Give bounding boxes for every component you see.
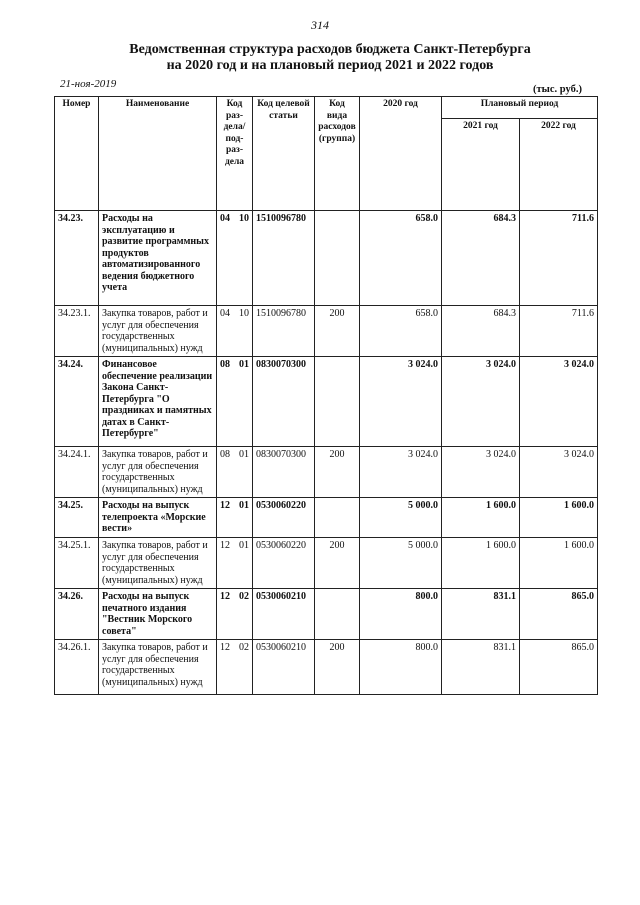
row-article-code: 0530060220 — [253, 538, 315, 589]
row-name: Закупка товаров, работ и услуг для обеспечения государственных (муниципальных) нужд — [99, 538, 217, 589]
row-subsection-code: 01 — [234, 498, 253, 538]
header-article: Код целевой статьи — [253, 97, 315, 211]
document-title — [100, 42, 560, 74]
row-expense-type — [315, 589, 360, 640]
row-amount-2021: 684.3 — [442, 306, 520, 357]
table-body — [55, 211, 598, 695]
row-amount-2020: 658.0 — [360, 306, 442, 357]
row-number: 34.26. — [55, 589, 99, 640]
table-row — [55, 498, 598, 538]
row-number: 34.26.1. — [55, 640, 99, 695]
table-row — [55, 640, 598, 695]
row-expense-type: 200 — [315, 538, 360, 589]
row-name: Закупка товаров, работ и услуг для обеспечения государственных (муниципальных) нужд — [99, 447, 217, 498]
row-section-code: 08 — [217, 357, 234, 447]
row-name: Закупка товаров, работ и услуг для обеспечения государственных (муниципальных) нужд — [99, 640, 217, 695]
row-article-code: 1510096780 — [253, 306, 315, 357]
title-line-2: на 2020 год и на плановый период 2021 и 2022 годов — [166, 58, 494, 73]
header-number: Номер — [55, 97, 99, 211]
row-subsection-code: 02 — [234, 640, 253, 695]
row-amount-2020: 5 000.0 — [360, 538, 442, 589]
row-subsection-code: 01 — [234, 447, 253, 498]
row-expense-type — [315, 357, 360, 447]
row-section-code: 12 — [217, 498, 234, 538]
row-section-code: 12 — [217, 640, 234, 695]
units-label: (тыс. руб.) — [533, 84, 582, 95]
row-name: Финансовое обеспечение реализации Закона Санкт-Петербурга "О праздниках и памятных датах в Санкт-Петербурге" — [99, 357, 217, 447]
row-amount-2021: 831.1 — [442, 589, 520, 640]
row-expense-type: 200 — [315, 447, 360, 498]
row-amount-2020: 5 000.0 — [360, 498, 442, 538]
row-amount-2022: 865.0 — [520, 640, 598, 695]
row-amount-2022: 711.6 — [520, 306, 598, 357]
row-number: 34.23.1. — [55, 306, 99, 357]
row-subsection-code: 01 — [234, 357, 253, 447]
row-amount-2021: 3 024.0 — [442, 357, 520, 447]
row-subsection-code: 10 — [234, 211, 253, 306]
row-amount-2020: 800.0 — [360, 589, 442, 640]
row-subsection-code: 10 — [234, 306, 253, 357]
row-expense-type — [315, 211, 360, 306]
page-number: 314 — [311, 18, 329, 32]
row-name: Расходы на выпуск печатного издания "Вестник Морского совета" — [99, 589, 217, 640]
row-article-code: 0830070300 — [253, 447, 315, 498]
row-amount-2021: 3 024.0 — [442, 447, 520, 498]
row-number: 34.24. — [55, 357, 99, 447]
row-number: 34.25.1. — [55, 538, 99, 589]
row-expense-type — [315, 498, 360, 538]
row-expense-type: 200 — [315, 640, 360, 695]
row-amount-2021: 831.1 — [442, 640, 520, 695]
row-amount-2020: 3 024.0 — [360, 357, 442, 447]
row-number: 34.24.1. — [55, 447, 99, 498]
row-amount-2020: 658.0 — [360, 211, 442, 306]
table-row — [55, 589, 598, 640]
row-amount-2022: 865.0 — [520, 589, 598, 640]
row-section-code: 12 — [217, 538, 234, 589]
row-subsection-code: 01 — [234, 538, 253, 589]
document-date: 21-ноя-2019 — [60, 78, 117, 90]
row-amount-2021: 1 600.0 — [442, 538, 520, 589]
row-amount-2022: 3 024.0 — [520, 357, 598, 447]
row-amount-2021: 1 600.0 — [442, 498, 520, 538]
header-section: Код раз-дела/ под-раз-дела — [217, 97, 253, 211]
row-article-code: 0530060220 — [253, 498, 315, 538]
table-row — [55, 357, 598, 447]
row-number: 34.25. — [55, 498, 99, 538]
row-name: Закупка товаров, работ и услуг для обеспечения государственных (муниципальных) нужд — [99, 306, 217, 357]
row-section-code: 08 — [217, 447, 234, 498]
title-line-1: Ведомственная структура расходов бюджета Санкт-Петербурга — [129, 42, 531, 57]
header-year-2021: 2021 год — [442, 119, 520, 211]
header-expense-type: Код вида расходов (группа) — [315, 97, 360, 211]
row-section-code: 04 — [217, 211, 234, 306]
header-year-2020: 2020 год — [360, 97, 442, 211]
row-article-code: 0530060210 — [253, 589, 315, 640]
row-article-code: 0530060210 — [253, 640, 315, 695]
table-header — [55, 97, 598, 211]
row-number: 34.23. — [55, 211, 99, 306]
table-row — [55, 211, 598, 306]
row-amount-2022: 1 600.0 — [520, 498, 598, 538]
header-planning-period: Плановый период — [442, 97, 598, 119]
row-amount-2021: 684.3 — [442, 211, 520, 306]
row-article-code: 0830070300 — [253, 357, 315, 447]
row-expense-type: 200 — [315, 306, 360, 357]
table-row — [55, 306, 598, 357]
row-subsection-code: 02 — [234, 589, 253, 640]
header-year-2022: 2022 год — [520, 119, 598, 211]
row-amount-2020: 800.0 — [360, 640, 442, 695]
header-name: Наименование — [99, 97, 217, 211]
table-row — [55, 538, 598, 589]
row-article-code: 1510096780 — [253, 211, 315, 306]
row-name: Расходы на эксплуатацию и развитие программных продуктов автоматизированного ведения бюджетного учета — [99, 211, 217, 306]
table-row — [55, 447, 598, 498]
row-amount-2022: 1 600.0 — [520, 538, 598, 589]
row-name: Расходы на выпуск телепроекта «Морские вести» — [99, 498, 217, 538]
row-section-code: 12 — [217, 589, 234, 640]
row-amount-2020: 3 024.0 — [360, 447, 442, 498]
row-section-code: 04 — [217, 306, 234, 357]
row-amount-2022: 711.6 — [520, 211, 598, 306]
row-amount-2022: 3 024.0 — [520, 447, 598, 498]
budget-table — [54, 96, 598, 695]
